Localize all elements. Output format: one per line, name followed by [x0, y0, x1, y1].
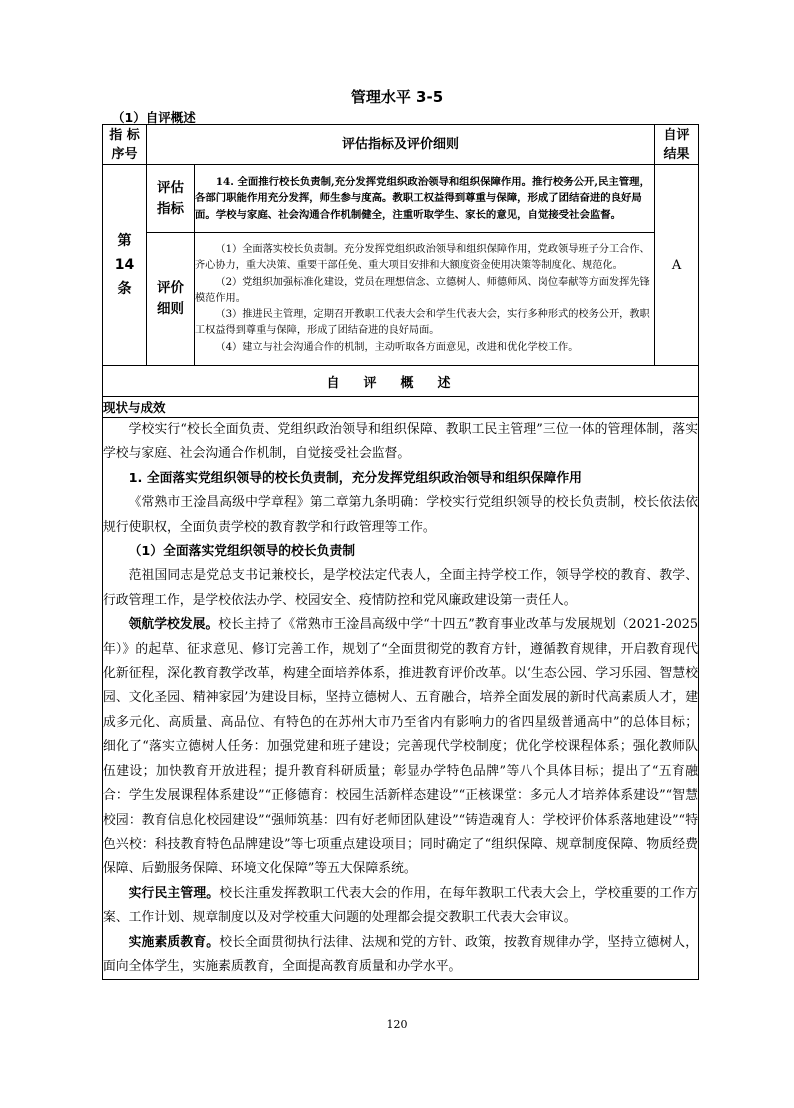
detail-label: [147, 233, 195, 366]
item-label-line3: 条: [117, 281, 132, 297]
body-paragraph: [103, 613, 698, 881]
indicator-text-cell: [195, 165, 655, 233]
body-paragraph: 范祖国同志是党总支书记兼校长，是学校法定代表人，全面主持学校工作，领导学校的教育、教学、行政管理工作，是学校依法办学、校园安全、疫情防控和党风廉政建设第一责任人。: [103, 568, 699, 608]
page-title: 管理水平 3-5: [350, 88, 444, 106]
header-result: [655, 125, 699, 165]
page-number: 120: [386, 1018, 408, 1031]
paragraph-text: 校长注重发挥教职工代表大会的作用，在每年教职工代表大会上，学校重要的工作方案、工作计划、规章制度以及对学校重大问题的处理都会提交教职工代表大会审议。: [103, 885, 699, 926]
body-paragraph: 《常熟市王淦昌高级中学章程》第二章第九条明确：学校实行党组织领导的校长负责制，校长依法依规行使职权，全面负责学校的教育教学和行政管理等工作。: [103, 495, 699, 535]
paragraph-text: 校长全面贯彻执行法律、法规和党的方针、政策，按教育规律办学，坚持立德树人，面向全体学生，实施素质教育，全面提高教育质量和办学水平。: [103, 934, 699, 974]
header-item-no-line2: 序号: [111, 146, 138, 162]
indicator-label-line1: 评估: [157, 179, 184, 196]
self-eval-heading: 自评概述: [103, 366, 699, 397]
indicator-text: 14. 全面推行校长负责制,充分发挥党组织政治领导和组织保障作用。推行校务公开,民主管理，各部门职能作用充分发挥，师生参与度高。教职工权益得到尊重与保障，形成了团结奋进的良好局面。学校与家庭、社会沟通合作机制健全，注重听取学生、家长的意见，自觉接受社会监督。: [195, 175, 650, 221]
body-paragraph: [103, 882, 698, 931]
detail-item: （3）推进民主管理，定期召开教职工代表大会和学生代表大会，实行多种形式的校务公开，教职工权益得到尊重与保障，形成了团结奋进的良好局面。: [195, 309, 650, 337]
body-paragraph: 学校实行“校长全面负责、党组织政治领导和组织保障、教职工民主管理”三位一体的管理体制，落实学校与家庭、社会沟通合作机制，自觉接受社会监督。: [103, 422, 699, 462]
header-result-line2: 结果: [663, 146, 690, 162]
result-value: A: [655, 165, 699, 366]
detail-item: （4）建立与社会沟通合作的机制，主动听取各方面意见，改进和优化学校工作。: [215, 341, 579, 353]
paragraph-lead: 领航学校发展。: [128, 617, 219, 633]
header-result-line1: 自评: [663, 127, 690, 143]
paragraph-lead: 实行民主管理。: [128, 885, 220, 901]
item-label-line2: 14: [114, 257, 135, 273]
body-heading-1: 1. 全面落实党组织领导的校长负责制，充分发挥党组织政治领导和组织保障作用: [128, 470, 582, 486]
detail-list: [195, 233, 655, 366]
body-paragraph: [103, 931, 698, 980]
header-item-no: [103, 125, 147, 165]
detail-item: （1）全面落实校长负责制。充分发挥党组织政治领导和组织保障作用，党政领导班子分工合作、齐心协力，重大决策、重要干部任免、重大项目安排和大额度资金使用决策等制度化、规范化。: [195, 243, 650, 272]
item-number-cell: [103, 165, 147, 366]
status-heading: 现状与成效: [103, 397, 699, 418]
detail-label-line2: 细则: [157, 301, 184, 317]
section-title: （1）自评概述: [112, 110, 196, 125]
self-eval-body: [103, 418, 699, 980]
detail-item: （2）党组织加强标准化建设，党员在理想信念、立德树人、师德师风、岗位奉献等方面发挥先锋模范作用。: [195, 276, 650, 304]
body-heading-2: （1）全面落实党组织领导的校长负责制: [128, 544, 356, 560]
indicator-label: [147, 165, 195, 233]
paragraph-text: 校长主持了《常熟市王淦昌高级中学“十四五”教育事业改革与发展规划（2021-2025 年）》的起草、征求意见、修订完善工作，规划了“全面贯彻党的教育方针，遵循教育规律，开启教育现代化新征程，深化教育教学改革，构建全面培养体系，推进教育评价改革。以‘生态公园、学习乐园、智慧校园、文化圣园、精神家园’为建设目标，坚持立德树人、五育融合，培养全面发展的新时代高素质人才，建成多元化、高质量、高品位、有特色的在苏州大市乃至省内有影响力的省四星级普通高中”的总体目标；细化了“落实立德树人任务：加强党建和班子建设；完善现代学校制度；优化学校课程体系；强化教师队伍建设；加快教育开放进程；提升教育科研质量；彰显办学特色品牌”等八个具体目标；提出了“五育融合：学生发展课程体系建设”“正修德育：校园生活新样态建设”“正核课堂：多元人才培养体系建设”“智慧校园：教育信息化校园建设”“强师筑基：四有好老师团队建设”“铸造魂育人：学校评价体系落地建设”“特色兴校：科技教育特色品牌建设”等七项重点建设项目；同时确定了“组织保障、规章制度保障、物质经费保障、后勤服务保障、环境文化保障”等五大保障系统。: [103, 617, 699, 877]
detail-label-line1: 评价: [157, 280, 184, 296]
item-label-line1: 第: [117, 233, 132, 249]
indicator-label-line2: 指标: [157, 200, 184, 217]
evaluation-table: [102, 124, 699, 980]
paragraph-lead: 实施素质教育。: [128, 934, 220, 950]
header-item-no-line1: 指 标: [109, 127, 140, 143]
header-criteria: 评估指标及评价细则: [147, 125, 655, 165]
